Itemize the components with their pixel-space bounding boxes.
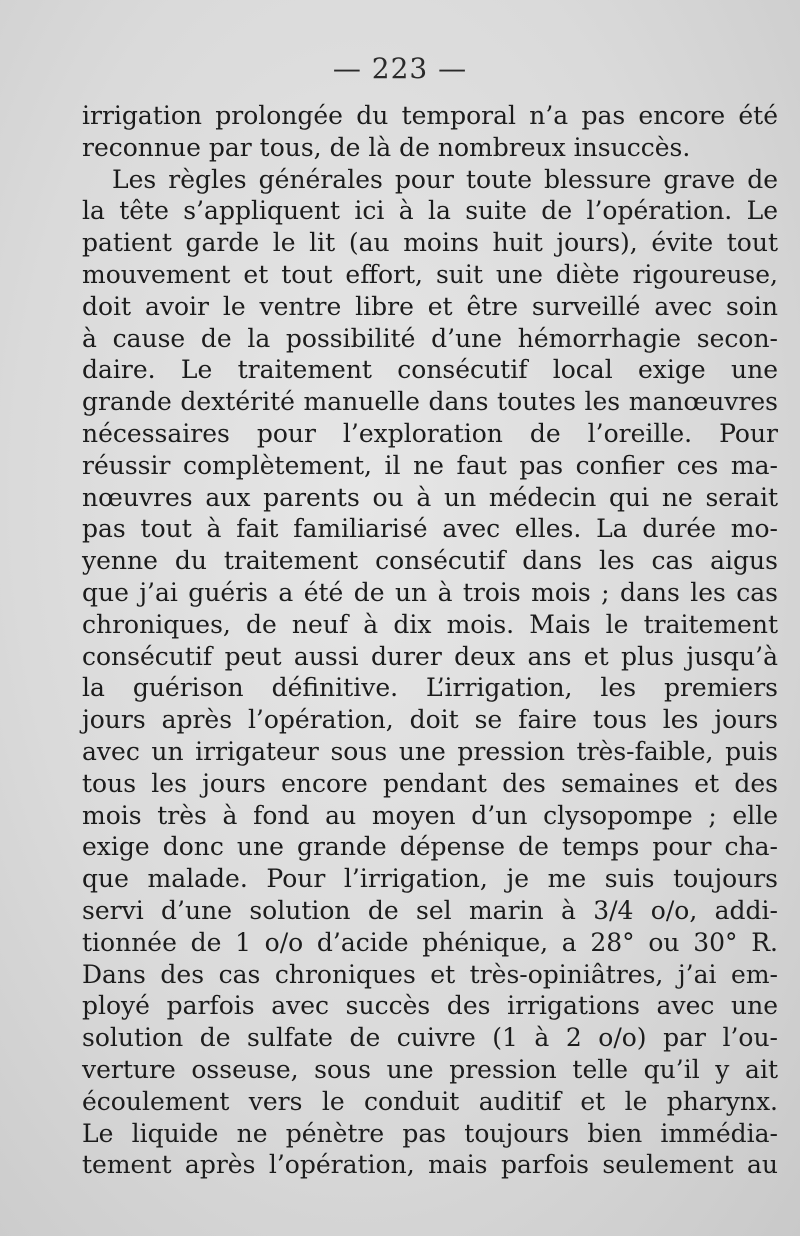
text-line: que j’ai guéris a été de un à trois mois ; dans les cas — [82, 577, 778, 607]
text-line: écoulement vers le conduit auditif et le pharynx. — [82, 1086, 778, 1116]
text-body — [82, 100, 778, 1181]
text-line: verture osseuse, sous une pression telle qu’il y ait — [82, 1054, 778, 1084]
text-line: doit avoir le ventre libre et être surveillé avec soin — [82, 291, 778, 321]
text-line: tous les jours encore pendant des semaines et des — [82, 768, 778, 798]
text-line: reconnue par tous, de là de nombreux insuccès. — [82, 132, 691, 162]
text-line: mois très à fond au moyen d’un clysopompe ; elle — [82, 800, 778, 830]
text-line: Dans des cas chroniques et très-opiniâtres, j’ai em- — [82, 959, 778, 989]
paragraph-start-line: Les règles générales pour toute blessure grave de — [112, 164, 778, 194]
text-line: exige donc une grande dépense de temps pour cha- — [82, 832, 778, 862]
text-line: mouvement et tout effort, suit une diète rigoureuse, — [82, 259, 778, 289]
text-line: jours après l’opération, doit se faire tous les jours — [82, 705, 778, 735]
text-line: nœuvres aux parents ou à un médecin qui ne serait — [82, 482, 778, 512]
text-line: daire. Le traitement consécutif local exige une — [82, 355, 778, 385]
text-line: yenne du traitement consécutif dans les cas aigus — [82, 546, 778, 576]
text-line: à cause de la possibilité d’une hémorrhagie secon- — [82, 323, 778, 353]
text-line: la tête s’appliquent ici à la suite de l’opération. Le — [82, 196, 778, 226]
text-line: irrigation prolongée du temporal n’a pas encore été — [82, 101, 778, 130]
text-line: patient garde le lit (au moins huit jours), évite tout — [82, 228, 778, 258]
text-line: tionnée de 1 o/o d’acide phénique, a 28° ou 30° R. — [82, 927, 778, 957]
text-line: servi d’une solution de sel marin à 3/4 o/o, addi- — [82, 895, 778, 925]
text-line: avec un irrigateur sous une pression très-faible, puis — [82, 736, 778, 766]
text-line: réussir complètement, il ne faut pas confier ces ma- — [82, 450, 778, 480]
text-line: chroniques, de neuf à dix mois. Mais le traitement — [82, 609, 778, 639]
page-number: — 223 — — [332, 52, 468, 85]
text-line: tement après l’opération, mais parfois seulement au — [82, 1150, 778, 1180]
text-line: Le liquide ne pénètre pas toujours bien immédia- — [82, 1118, 778, 1148]
text-line: solution de sulfate de cuivre (1 à 2 o/o) par l’ou- — [82, 1023, 778, 1053]
text-line: nécessaires pour l’exploration de l’oreille. Pour — [82, 418, 778, 448]
text-line: que malade. Pour l’irrigation, je me suis toujours — [82, 864, 778, 894]
text-line: la guérison définitive. L’irrigation, les premiers — [82, 673, 778, 703]
text-line: consécutif peut aussi durer deux ans et plus jusqu’à — [82, 641, 778, 671]
text-line: pas tout à fait familiarisé avec elles. La durée mo- — [82, 514, 778, 544]
text-line: grande dextérité manuelle dans toutes les manœuvres — [82, 387, 778, 417]
text-line: ployé parfois avec succès des irrigations avec une — [82, 991, 778, 1021]
